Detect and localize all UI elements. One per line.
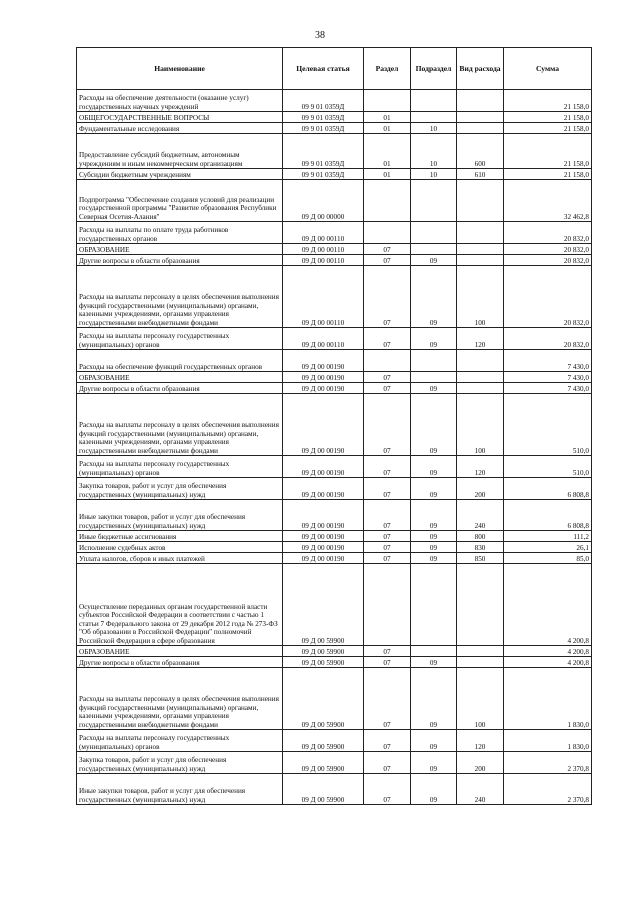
- row-section: 01: [364, 123, 411, 134]
- row-name: ОБРАЗОВАНИЕ: [77, 646, 283, 657]
- page-number: 38: [315, 30, 325, 41]
- row-amount: 111,2: [504, 531, 592, 542]
- row-expense-type: 800: [457, 531, 504, 542]
- header-section: Раздел: [364, 48, 411, 90]
- table-row: [77, 657, 592, 668]
- table-row: [77, 169, 592, 180]
- table-row: [77, 668, 592, 730]
- table-row: [77, 328, 592, 350]
- row-section: 07: [364, 244, 411, 255]
- row-target: 09 Д 00 00190: [283, 350, 364, 372]
- row-subsection: 09: [411, 531, 457, 542]
- row-name: Иные закупки товаров, работ и услуг для обеспечения государственных (муниципальных) нужд: [77, 500, 283, 531]
- row-target: 09 Д 00 00190: [283, 383, 364, 394]
- row-expense-type: 100: [457, 266, 504, 328]
- row-subsection: 10: [411, 123, 457, 134]
- row-expense-type: 200: [457, 478, 504, 500]
- row-section: [364, 350, 411, 372]
- row-name: Предоставление субсидий бюджетным, автономным учреждениям и иным некоммерческим организациям: [77, 134, 283, 169]
- row-section: [364, 222, 411, 244]
- row-section: 07: [364, 752, 411, 774]
- row-section: 07: [364, 456, 411, 478]
- row-subsection: 09: [411, 456, 457, 478]
- row-target: 09 9 01 0359Д: [283, 112, 364, 123]
- row-amount: 20 832,0: [504, 244, 592, 255]
- row-expense-type: [457, 255, 504, 266]
- row-amount: 2 370,8: [504, 774, 592, 805]
- header-amount: Сумма: [504, 48, 592, 90]
- row-subsection: 09: [411, 752, 457, 774]
- table-row: [77, 531, 592, 542]
- table-row: [77, 456, 592, 478]
- table-row: [77, 222, 592, 244]
- row-target: 09 Д 00 00190: [283, 372, 364, 383]
- row-section: 07: [364, 657, 411, 668]
- row-name: ОБРАЗОВАНИЕ: [77, 372, 283, 383]
- row-target: 09 9 01 0359Д: [283, 123, 364, 134]
- row-subsection: [411, 180, 457, 222]
- table-row: [77, 244, 592, 255]
- row-target: 09 Д 00 00190: [283, 553, 364, 564]
- row-target: 09 Д 00 00190: [283, 478, 364, 500]
- row-subsection: 09: [411, 266, 457, 328]
- table-row: [77, 112, 592, 123]
- row-subsection: 09: [411, 394, 457, 456]
- row-name: Расходы на обеспечение функций государственных органов: [77, 350, 283, 372]
- row-subsection: 09: [411, 657, 457, 668]
- row-section: 07: [364, 394, 411, 456]
- table-row: [77, 564, 592, 646]
- row-target: 09 Д 00 59900: [283, 657, 364, 668]
- row-section: 07: [364, 478, 411, 500]
- table-row: [77, 134, 592, 169]
- header-subsection: Подраздел: [411, 48, 457, 90]
- row-expense-type: 240: [457, 774, 504, 805]
- row-expense-type: 100: [457, 668, 504, 730]
- row-subsection: 09: [411, 553, 457, 564]
- row-amount: 4 200,8: [504, 646, 592, 657]
- row-subsection: [411, 244, 457, 255]
- row-subsection: 09: [411, 328, 457, 350]
- row-section: 01: [364, 134, 411, 169]
- row-target: 09 Д 00 00110: [283, 328, 364, 350]
- row-section: [364, 564, 411, 646]
- row-expense-type: [457, 383, 504, 394]
- row-name: Расходы на выплаты по оплате труда работников государственных органов: [77, 222, 283, 244]
- row-amount: 510,0: [504, 394, 592, 456]
- row-section: 07: [364, 372, 411, 383]
- row-expense-type: [457, 222, 504, 244]
- row-amount: 7 430,0: [504, 383, 592, 394]
- row-section: [364, 90, 411, 112]
- row-expense-type: [457, 180, 504, 222]
- row-subsection: 09: [411, 383, 457, 394]
- row-name: Расходы на выплаты персоналу государственных (муниципальных) органов: [77, 456, 283, 478]
- row-expense-type: 240: [457, 500, 504, 531]
- row-section: 07: [364, 646, 411, 657]
- row-subsection: [411, 222, 457, 244]
- row-subsection: 09: [411, 478, 457, 500]
- row-section: 07: [364, 383, 411, 394]
- row-amount: 21 158,0: [504, 90, 592, 112]
- row-section: 07: [364, 266, 411, 328]
- row-target: 09 Д 00 59900: [283, 774, 364, 805]
- row-expense-type: [457, 123, 504, 134]
- table-row: [77, 350, 592, 372]
- row-target: 09 Д 00 00110: [283, 244, 364, 255]
- table-row: [77, 123, 592, 134]
- row-name: Иные закупки товаров, работ и услуг для обеспечения государственных (муниципальных) нужд: [77, 774, 283, 805]
- row-target: 09 Д 00 59900: [283, 564, 364, 646]
- row-name: Фундаментальные исследования: [77, 123, 283, 134]
- row-amount: 21 158,0: [504, 169, 592, 180]
- row-subsection: [411, 350, 457, 372]
- row-name: Другие вопросы в области образования: [77, 383, 283, 394]
- row-amount: 6 808,8: [504, 500, 592, 531]
- table-row: [77, 646, 592, 657]
- row-expense-type: [457, 657, 504, 668]
- row-name: Субсидии бюджетным учреждениям: [77, 169, 283, 180]
- row-expense-type: 120: [457, 730, 504, 752]
- row-amount: 1 830,0: [504, 668, 592, 730]
- row-amount: 21 158,0: [504, 123, 592, 134]
- row-target: 09 9 01 0359Д: [283, 90, 364, 112]
- row-amount: 4 200,8: [504, 657, 592, 668]
- row-amount: 1 830,0: [504, 730, 592, 752]
- table-row: [77, 394, 592, 456]
- row-target: 09 Д 00 00190: [283, 456, 364, 478]
- row-subsection: 09: [411, 500, 457, 531]
- row-section: 01: [364, 112, 411, 123]
- row-target: 09 Д 00 00190: [283, 542, 364, 553]
- row-name: Расходы на выплаты персоналу в целях обеспечения выполнения функций государственными (муниципальными) органами, казенными учреждениями, органами управления государственными внебюджетными фондами: [77, 394, 283, 456]
- row-name: Уплата налогов, сборов и иных платежей: [77, 553, 283, 564]
- row-target: 09 9 01 0359Д: [283, 134, 364, 169]
- row-name: Другие вопросы в области образования: [77, 657, 283, 668]
- row-section: 07: [364, 668, 411, 730]
- row-section: [364, 180, 411, 222]
- row-subsection: [411, 564, 457, 646]
- row-target: 09 Д 00 59900: [283, 668, 364, 730]
- row-target: 09 Д 00 00190: [283, 394, 364, 456]
- row-section: 01: [364, 169, 411, 180]
- row-amount: 26,1: [504, 542, 592, 553]
- row-amount: 20 832,0: [504, 266, 592, 328]
- row-name: Закупка товаров, работ и услуг для обеспечения государственных (муниципальных) нужд: [77, 752, 283, 774]
- row-amount: 6 808,8: [504, 478, 592, 500]
- table-row: [77, 500, 592, 531]
- row-subsection: 09: [411, 255, 457, 266]
- table-row: [77, 90, 592, 112]
- row-subsection: 09: [411, 774, 457, 805]
- row-amount: 20 832,0: [504, 222, 592, 244]
- row-amount: 7 430,0: [504, 372, 592, 383]
- row-amount: 20 832,0: [504, 255, 592, 266]
- row-name: Исполнение судебных актов: [77, 542, 283, 553]
- row-amount: 85,0: [504, 553, 592, 564]
- row-expense-type: 120: [457, 328, 504, 350]
- row-subsection: 09: [411, 668, 457, 730]
- row-target: 09 Д 00 59900: [283, 646, 364, 657]
- row-target: 09 Д 00 00110: [283, 255, 364, 266]
- row-section: 07: [364, 730, 411, 752]
- row-name: ОБЩЕГОСУДАРСТВЕННЫЕ ВОПРОСЫ: [77, 112, 283, 123]
- row-amount: 7 430,0: [504, 350, 592, 372]
- row-target: 09 Д 00 00190: [283, 531, 364, 542]
- row-section: 07: [364, 500, 411, 531]
- row-section: 07: [364, 774, 411, 805]
- row-target: 09 Д 00 59900: [283, 752, 364, 774]
- row-expense-type: 610: [457, 169, 504, 180]
- row-section: 07: [364, 255, 411, 266]
- row-expense-type: 120: [457, 456, 504, 478]
- row-target: 09 Д 00 00000: [283, 180, 364, 222]
- row-amount: 4 200,8: [504, 564, 592, 646]
- row-section: 07: [364, 531, 411, 542]
- row-amount: 21 158,0: [504, 134, 592, 169]
- row-target: 09 Д 00 00110: [283, 266, 364, 328]
- row-expense-type: [457, 646, 504, 657]
- row-expense-type: [457, 244, 504, 255]
- row-target: 09 9 01 0359Д: [283, 169, 364, 180]
- table-row: [77, 542, 592, 553]
- row-subsection: [411, 646, 457, 657]
- row-amount: 510,0: [504, 456, 592, 478]
- row-expense-type: 100: [457, 394, 504, 456]
- table-row: [77, 255, 592, 266]
- table-row: [77, 266, 592, 328]
- row-amount: 20 832,0: [504, 328, 592, 350]
- row-amount: 21 158,0: [504, 112, 592, 123]
- header-row: [77, 48, 592, 90]
- table-row: [77, 553, 592, 564]
- row-name: Расходы на выплаты персоналу в целях обеспечения выполнения функций государственными (муниципальными) органами, казенными учреждениями, органами управления государственными внебюджетными фондами: [77, 266, 283, 328]
- row-subsection: 09: [411, 542, 457, 553]
- row-expense-type: 850: [457, 553, 504, 564]
- row-section: 07: [364, 542, 411, 553]
- row-target: 09 Д 00 00190: [283, 500, 364, 531]
- table-row: [77, 478, 592, 500]
- row-name: Закупка товаров, работ и услуг для обеспечения государственных (муниципальных) нужд: [77, 478, 283, 500]
- row-expense-type: 830: [457, 542, 504, 553]
- row-name: ОБРАЗОВАНИЕ: [77, 244, 283, 255]
- table-row: [77, 180, 592, 222]
- budget-table: [76, 47, 592, 805]
- row-subsection: 10: [411, 134, 457, 169]
- row-name: Расходы на выплаты персоналу в целях обеспечения выполнения функций государственными (муниципальными) органами, казенными учреждениями, органами управления государственными внебюджетными фондами: [77, 668, 283, 730]
- header-name: Наименование: [77, 48, 283, 90]
- row-name: Расходы на выплаты персоналу государственных (муниципальных) органов: [77, 328, 283, 350]
- row-amount: 32 462,8: [504, 180, 592, 222]
- row-expense-type: [457, 372, 504, 383]
- row-subsection: 10: [411, 169, 457, 180]
- row-expense-type: [457, 112, 504, 123]
- row-target: 09 Д 00 59900: [283, 730, 364, 752]
- row-subsection: [411, 90, 457, 112]
- row-expense-type: [457, 90, 504, 112]
- row-name: Расходы на обеспечение деятельности (оказание услуг) государственных научных учреждений: [77, 90, 283, 112]
- table-row: [77, 383, 592, 394]
- row-subsection: [411, 112, 457, 123]
- table-row: [77, 752, 592, 774]
- row-name: Иные бюджетные ассигнования: [77, 531, 283, 542]
- row-name: Другие вопросы в области образования: [77, 255, 283, 266]
- table-row: [77, 730, 592, 752]
- row-target: 09 Д 00 00110: [283, 222, 364, 244]
- row-subsection: [411, 372, 457, 383]
- row-expense-type: 200: [457, 752, 504, 774]
- header-expense-type: Вид расхода: [457, 48, 504, 90]
- row-expense-type: 600: [457, 134, 504, 169]
- row-name: Подпрограмма "Обеспечение создания условий для реализации государственной программы "Развитие образования Республики Северная Осетия-Алания": [77, 180, 283, 222]
- row-subsection: 09: [411, 730, 457, 752]
- table-row: [77, 372, 592, 383]
- row-section: 07: [364, 553, 411, 564]
- row-expense-type: [457, 564, 504, 646]
- row-name: Осуществление переданных органам государственной власти субъектов Российской Федерации в соответствии с частью 1 статьи 7 Федерального закона от 29 декабря 2012 года № 273-ФЗ "Об образовании в Российской Федерации" полномочий Российской Федерации в сфере образования: [77, 564, 283, 646]
- row-section: 07: [364, 328, 411, 350]
- row-amount: 2 370,8: [504, 752, 592, 774]
- table-row: [77, 774, 592, 805]
- row-name: Расходы на выплаты персоналу государственных (муниципальных) органов: [77, 730, 283, 752]
- row-expense-type: [457, 350, 504, 372]
- header-target: Целевая статья: [283, 48, 364, 90]
